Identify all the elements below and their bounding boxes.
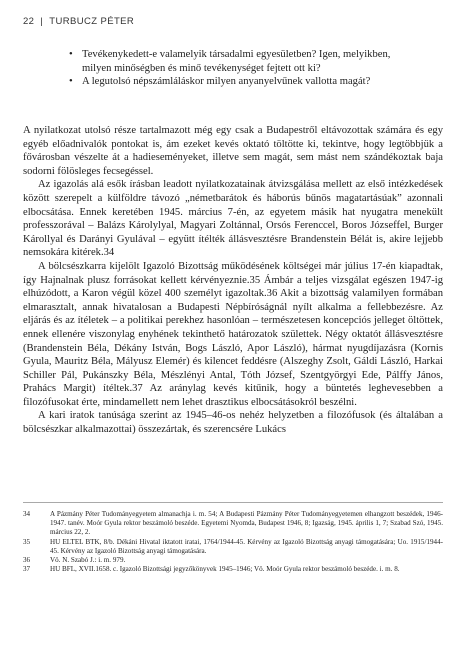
footnote: [23, 510, 443, 538]
header-separator: |: [40, 16, 44, 27]
footnote: [23, 565, 443, 574]
footnote-number: 34: [23, 510, 31, 518]
footnote-number: 35: [23, 537, 31, 546]
paragraph: A kari iratok tanúsága szerint az 1945–46-os nehéz helyzetben a filozófusok (és általában a bölcsészkar alkalmazottai) összezártak, és szerencsére Lukács: [23, 410, 443, 436]
bullet-icon: •: [69, 49, 73, 60]
footnote-text: Vö. N. Szabó J.: i. m. 979.: [50, 556, 126, 565]
bullet-icon: •: [69, 76, 73, 88]
list-item: [69, 48, 422, 75]
footnote-text: HU BFL, XVII.1658. c. Igazoló Bizottsági jegyzőkönyvek 1945–1946; Vö. Moór Gyula rektor beszámoló beszéde. i. m. 8.: [50, 565, 400, 574]
footnote: [23, 556, 443, 565]
paragraph: Az igazolás alá esők írásban leadott nyilatkozatainak átvizsgálása mellett az első intézkedések között szerepelt a külföldre távozó „németbarátok és háborús bűnös magatartásúak” azonnali elbocsátása. Ennek keretében 1945. március 7-én, az egyetem másik hat nyugatra menekült professzorával – Balázs Károlylyal, Magyari Zoltánnal, Orsós Ferenccel, Boros Józseffel, Burger Károllyal és Darányi Gyulával – együtt ítélték állásvesztésre Brandenstein Bélát is, akire lejjebb nemsokára kitérek.34: [23, 179, 443, 259]
footnote-number: 36: [23, 556, 31, 565]
page-number: 22: [23, 16, 35, 27]
running-title: TURBUCZ PÉTER: [49, 16, 135, 27]
paragraph: A bölcsészkarra kijelölt Igazoló Bizottság működésének költségei már július 17-én kiapadtak, így Hajnalnak plusz forrásokat kellett kérvényeznie.35 Ámbár a teljes vizsgálat egészen 1947-ig elhúzódott, a Karon végül közel 400 személyt igazoltak.36 Akit a bizottság valamilyen formában elmarasztalt, annak hivatalosan a Budapesti Népbíróságnál nyílt alkalma a fellebbezésre. Az eljárás és az ítéletek – a politikai perekhez hasonlóan – természetesen koncepciós jelleget öltöttek, ennek ellenére viszonylag enyhének tekinthető határozatok születtek. Négy oktatót állásvesztésre (Brandenstein Béla, Dékány István, Bogs László, Apor László), hármat nyugdíjazásra (Kornis Gyula, Mauritz Béla, Mályusz Elemér) és kilencet feddésre (Alszeghy Zsolt, Gáldi László, Harkai Schiller Pál, Pukánszky Béla, Mészlényi Antal, Tóth József, Szentgyörgyi Ede, Pálffy János, Prahács Margit) ítéltek.37 Az aránylag kevés kitűnik, hogy a büntetés leghevesebben a filozófusokat érte, mindamellett nem lehet drasztikus elbocsátásokról beszélni.: [23, 260, 443, 408]
list-item: [69, 75, 422, 89]
footnote-rule: [23, 502, 443, 503]
footnote-text: HU ELTEL BTK, 8/b. Dékáni Hivatal iktatott iratai, 1764/1944-45. Kérvény az Igazoló Bizottság anyagi támogatására; Uo. 1915/1944-45. Kérvény az Igazoló Bizottság anyagi támogatására.: [50, 537, 443, 555]
footnote: [23, 538, 443, 556]
footnote-text: A Pázmány Péter Tudományegyetem almanachja i. m. 54; A Budapesti Pázmány Péter Tudományegyetemen elhangzott beszédek, 1946-1947. tanév. Moór Gyula rektor beszámoló beszéde. Egyetemi Nyomda, Budapest 1946, 8; Igazság, 1945. április 1, 7; Szabad Szó, 1945. március 22, 2.: [50, 510, 443, 537]
paragraph: A nyilatkozat utolsó része tartalmazott még egy csak a Budapestről eltávozottak számára és egy egyéb előadnivalók pontokat is, ám ezeket kevés oktató töltötte ki, tekintve, hogy legtöbbjük a fővárosban vészelte át a hadieseményeket, illetve sem magát, sem mást nem szándékoztak baja sodorni fölösleges fecsegéssel.: [23, 125, 443, 177]
footnotes: [23, 510, 443, 574]
list-item-text: Tevékenykedett-e valamelyik társadalmi egyesületben? Igen, melyikben, milyen minőségben és minő tevékenységet fejtett ott ki?: [82, 49, 391, 74]
question-list: [69, 48, 422, 89]
running-header: [23, 16, 134, 27]
main-text: [23, 124, 443, 437]
footnote-number: 37: [23, 565, 31, 574]
list-item-text: A legutolsó népszámláláskor milyen anyanyelvűnek vallotta magát?: [82, 76, 371, 88]
